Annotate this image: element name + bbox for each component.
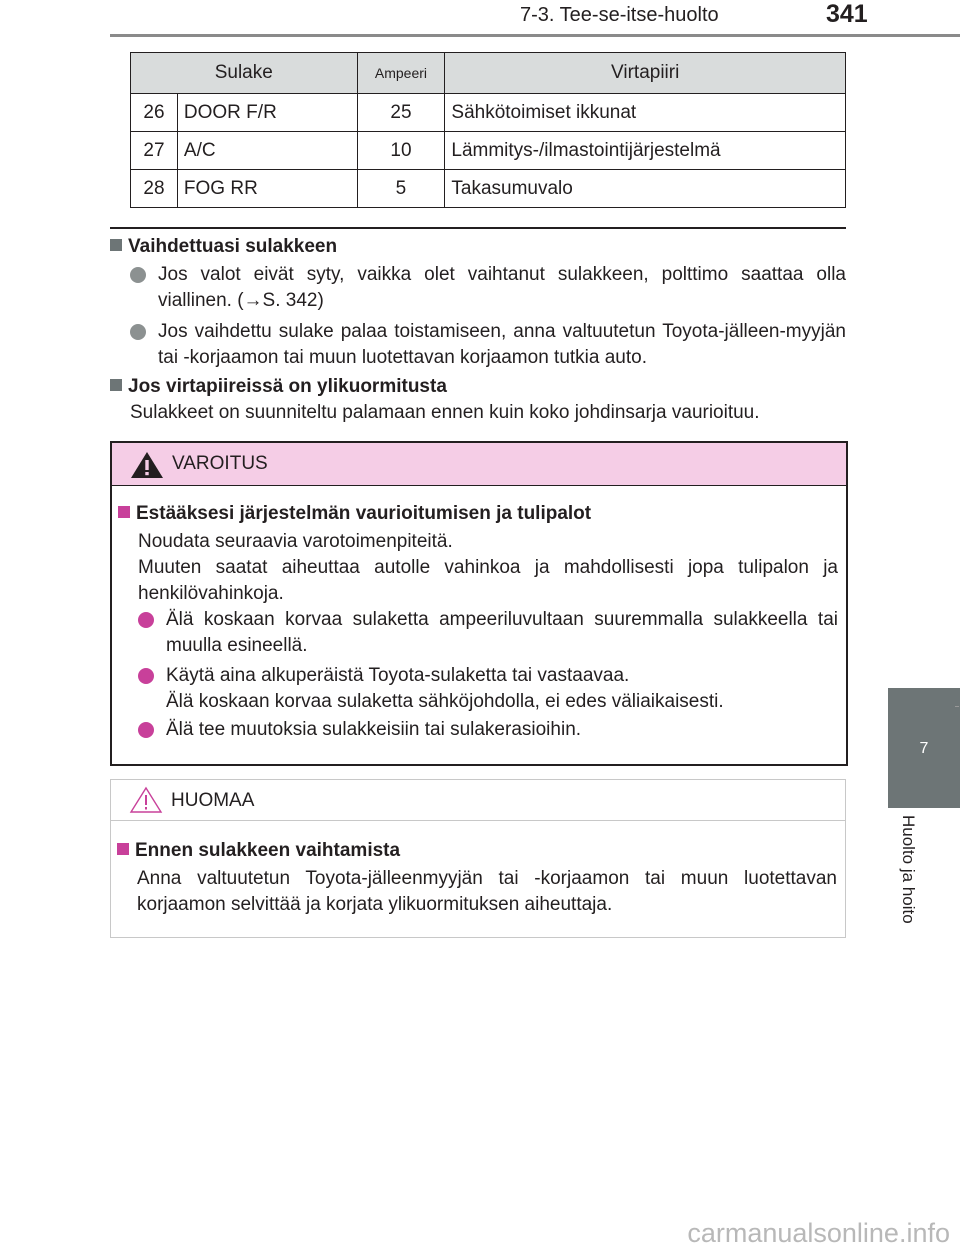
section-text: Sulakkeet on suunniteltu palamaan ennen kuin koko johdinsarja vaurioituu. xyxy=(130,402,760,423)
round-bullet-icon xyxy=(138,668,154,684)
header-rule xyxy=(110,34,960,37)
fuse-amperage: 5 xyxy=(357,170,445,208)
watermark: carmanualsonline.info xyxy=(687,1218,950,1248)
notice-text: Anna valtuutetun Toyota-jälleenmyyjän tai -korjaamon tai muun luotettavan korjaamon selvittää ja korjata ylikuormituksen aiheuttaja. xyxy=(137,868,837,915)
table-row xyxy=(131,170,846,208)
fuse-name: DOOR F/R xyxy=(177,94,357,132)
fuse-name: A/C xyxy=(177,132,357,170)
list-item: Jos valot eivät syty, vaikka olet vaihtanut sulakkeen, polttimo saattaa olla viallinen. (→S. 342) xyxy=(130,262,846,314)
section-heading: Vaihdettuasi sulakkeen xyxy=(110,236,337,258)
round-bullet-icon xyxy=(130,267,146,283)
fuse-number: 26 xyxy=(131,94,178,132)
page-number: 341 xyxy=(826,0,868,28)
fuse-circuit: Takasumuvalo xyxy=(445,170,846,208)
warning-box xyxy=(110,441,848,766)
section-title: 7-3. Tee-se-itse-huolto xyxy=(520,4,719,26)
chapter-label: Huolto ja hoito xyxy=(899,815,918,924)
square-bullet-icon xyxy=(117,843,129,855)
square-bullet-icon xyxy=(110,379,122,391)
notice-heading: Ennen sulakkeen vaihtamista xyxy=(117,840,400,862)
fuse-table xyxy=(130,52,846,208)
table-header-row xyxy=(131,53,846,94)
warning-heading: Estääksesi järjestelmän vaurioitumisen ja tulipalot xyxy=(118,503,591,525)
list-item: Käytä aina alkuperäistä Toyota-sulaketta tai vastaavaa. Älä koskaan korvaa sulaketta sähköjohdolla, ei edes väliaikaisesti. xyxy=(138,663,838,715)
header-ampeeri: Ampeeri xyxy=(357,53,445,94)
warning-title: VAROITUS xyxy=(172,453,268,474)
warning-text: Noudata seuraavia varotoimenpiteitä. xyxy=(138,531,453,552)
fuse-amperage: 10 xyxy=(357,132,445,170)
fuse-number: 28 xyxy=(131,170,178,208)
square-bullet-icon xyxy=(118,506,130,518)
caution-triangle-outline-icon xyxy=(129,786,163,814)
notice-title: HUOMAA xyxy=(171,790,255,811)
section-heading: Jos virtapiireissä on ylikuormitusta xyxy=(110,376,447,398)
notice-box xyxy=(110,779,846,938)
list-item: Älä koskaan korvaa sulaketta ampeeriluvultaan suuremmalla sulakkeella tai muulla esineellä. xyxy=(138,607,838,659)
header-sulake: Sulake xyxy=(131,53,358,94)
tab-tick xyxy=(955,706,959,707)
fuse-circuit: Sähkötoimiset ikkunat xyxy=(445,94,846,132)
round-bullet-icon xyxy=(138,612,154,628)
warning-header xyxy=(112,443,846,486)
round-bullet-icon xyxy=(130,324,146,340)
chapter-tab[interactable] xyxy=(888,688,960,808)
square-bullet-icon xyxy=(110,239,122,251)
fuse-name: FOG RR xyxy=(177,170,357,208)
section-divider xyxy=(110,227,846,229)
table-row xyxy=(131,94,846,132)
header-virtapiiri: Virtapiiri xyxy=(445,53,846,94)
chapter-number: 7 xyxy=(919,740,929,757)
notice-header xyxy=(111,780,845,821)
warning-triangle-icon xyxy=(130,451,164,479)
fuse-circuit: Lämmitys-/ilmastointijärjestelmä xyxy=(445,132,846,170)
warning-text: Muuten saatat aiheuttaa autolle vahinkoa ja mahdollisesti jopa tulipalon ja henkilövahinkoja. xyxy=(138,557,838,604)
fuse-amperage: 25 xyxy=(357,94,445,132)
fuse-number: 27 xyxy=(131,132,178,170)
table-row xyxy=(131,132,846,170)
list-item: Jos vaihdettu sulake palaa toistamiseen, anna valtuutetun Toyota-jälleen-myyjän tai -korjaamon tai muun luotettavan korjaamon tutkia auto. xyxy=(130,319,846,371)
round-bullet-icon xyxy=(138,722,154,738)
list-item: Älä tee muutoksia sulakkeisiin tai sulakerasioihin. xyxy=(138,717,838,743)
